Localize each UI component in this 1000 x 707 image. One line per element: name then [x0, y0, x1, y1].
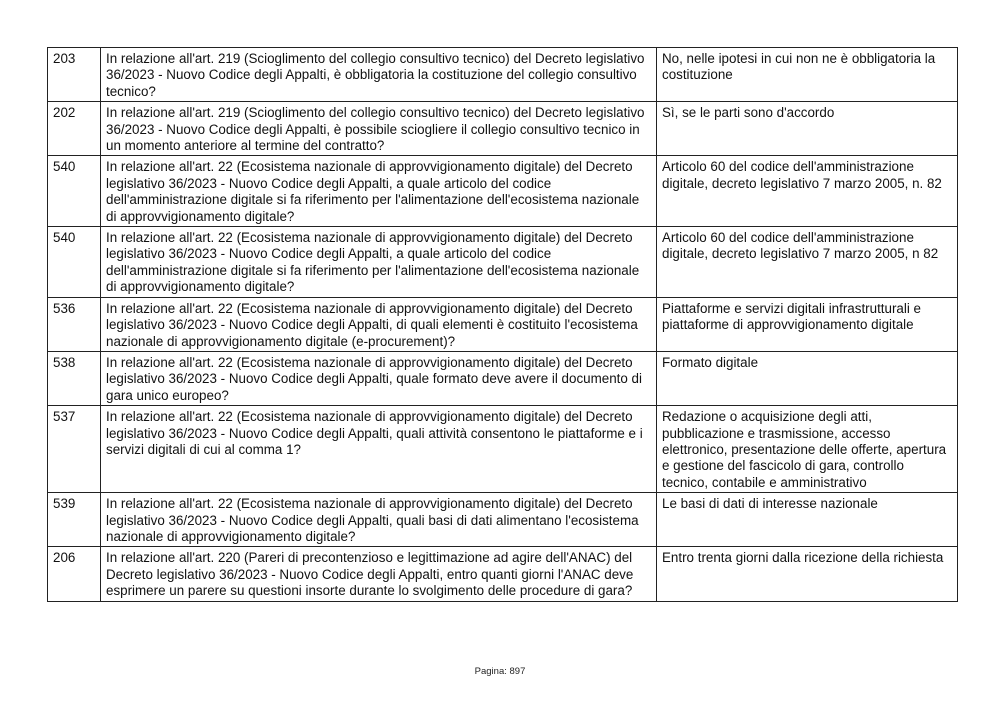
- table-row: [48, 156, 958, 227]
- answer-text: Articolo 60 del codice dell'amministrazione digitale, decreto legislativo 7 marzo 2005, n. 82: [657, 156, 958, 227]
- table-row: [48, 227, 958, 298]
- question-id: 537: [48, 406, 101, 493]
- answer-text: No, nelle ipotesi in cui non ne è obbligatoria la costituzione: [657, 48, 958, 102]
- question-id: 540: [48, 227, 101, 298]
- question-text: In relazione all'art. 219 (Scioglimento del collegio consultivo tecnico) del Decreto legislativo 36/2023 - Nuovo Codice degli Appalti, è possibile sciogliere il collegio consultivo tecnico in un momento anteriore al termine del contratto?: [101, 102, 657, 156]
- question-text: In relazione all'art. 22 (Ecosistema nazionale di approvvigionamento digitale) del Decreto legislativo 36/2023 - Nuovo Codice degli Appalti, quale formato deve avere il documento di gara unico europeo?: [101, 351, 657, 405]
- question-text: In relazione all'art. 22 (Ecosistema nazionale di approvvigionamento digitale) del Decreto legislativo 36/2023 - Nuovo Codice degli Appalti, a quale articolo del codice dell'amministrazione digitale si fa riferimento per l'alimentazione dell'ecosistema nazionale di approvvigionamento digitale?: [101, 227, 657, 298]
- table-row: [48, 102, 958, 156]
- page-number: Pagina: 897: [474, 666, 526, 677]
- question-text: In relazione all'art. 22 (Ecosistema nazionale di approvvigionamento digitale) del Decreto legislativo 36/2023 - Nuovo Codice degli Appalti, di quali elementi è costituito l'ecosistema nazionale di approvvigionamento digitale (e-procurement)?: [101, 297, 657, 351]
- question-id: 202: [48, 102, 101, 156]
- table-row: [48, 297, 958, 351]
- answer-text: Sì, se le parti sono d'accordo: [657, 102, 958, 156]
- question-text: In relazione all'art. 220 (Pareri di precontenzioso e legittimazione ad agire dell'ANAC) del Decreto legislativo 36/2023 - Nuovo Codice degli Appalti, entro quanti giorni l'ANAC deve esprimere un parere su questioni insorte durante lo svolgimento delle procedure di gara?: [101, 547, 657, 601]
- answer-text: Le basi di dati di interesse nazionale: [657, 493, 958, 547]
- table-row: [48, 547, 958, 601]
- table-row: [48, 48, 958, 102]
- table-row: [48, 351, 958, 405]
- answer-text: Piattaforme e servizi digitali infrastrutturali e piattaforme di approvvigionamento digitale: [657, 297, 958, 351]
- question-id: 538: [48, 351, 101, 405]
- answer-text: Redazione o acquisizione degli atti, pubblicazione e trasmissione, accesso elettronico, presentazione delle offerte, apertura e gestione del fascicolo di gara, controllo tecnico, contabile e amministrativo: [657, 406, 958, 493]
- question-id: 540: [48, 156, 101, 227]
- question-text: In relazione all'art. 219 (Scioglimento del collegio consultivo tecnico) del Decreto legislativo 36/2023 - Nuovo Codice degli Appalti, è obbligatoria la costituzione del collegio consultivo tecnico?: [101, 48, 657, 102]
- question-id: 203: [48, 48, 101, 102]
- question-id: 539: [48, 493, 101, 547]
- question-text: In relazione all'art. 22 (Ecosistema nazionale di approvvigionamento digitale) del Decreto legislativo 36/2023 - Nuovo Codice degli Appalti, quali attività consentono le piattaforme e i servizi digitali di cui al comma 1?: [101, 406, 657, 493]
- question-id: 206: [48, 547, 101, 601]
- answer-text: Formato digitale: [657, 351, 958, 405]
- question-text: In relazione all'art. 22 (Ecosistema nazionale di approvvigionamento digitale) del Decreto legislativo 36/2023 - Nuovo Codice degli Appalti, quali basi di dati alimentano l'ecosistema nazionale di approvvigionamento digitale?: [101, 493, 657, 547]
- table-row: [48, 493, 958, 547]
- table-row: [48, 406, 958, 493]
- answer-text: Entro trenta giorni dalla ricezione della richiesta: [657, 547, 958, 601]
- qa-table: [47, 47, 958, 602]
- answer-text: Articolo 60 del codice dell'amministrazione digitale, decreto legislativo 7 marzo 2005, n 82: [657, 227, 958, 298]
- question-id: 536: [48, 297, 101, 351]
- question-text: In relazione all'art. 22 (Ecosistema nazionale di approvvigionamento digitale) del Decreto legislativo 36/2023 - Nuovo Codice degli Appalti, a quale articolo del codice dell'amministrazione digitale si fa riferimento per l'alimentazione dell'ecosistema nazionale di approvvigionamento digitale?: [101, 156, 657, 227]
